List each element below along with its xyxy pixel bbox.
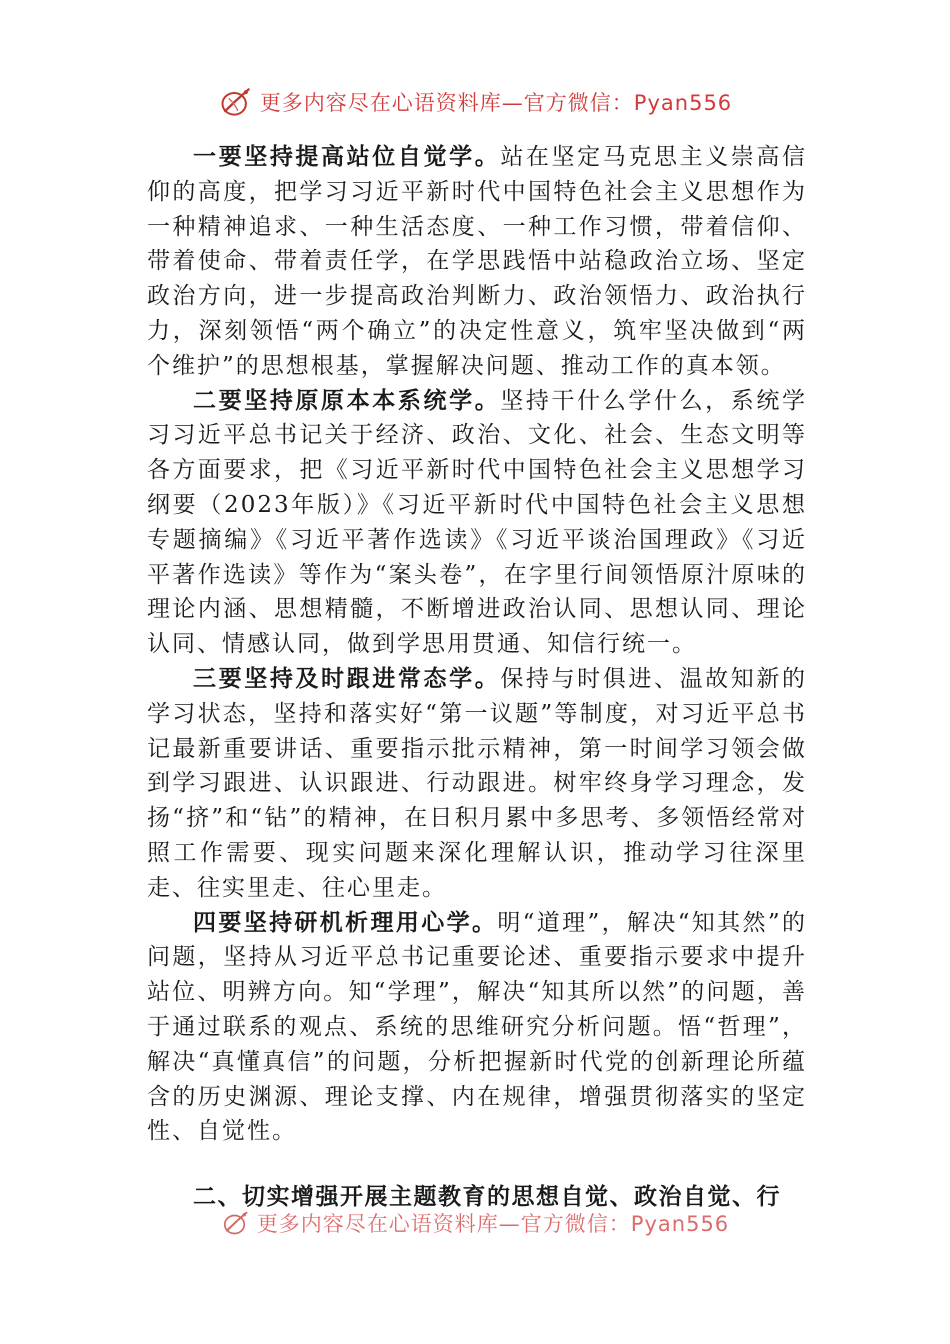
- paragraph-body: 坚持干什么学什么，系统学习习近平总书记关于经济、政治、文化、社会、生态文明等各方面要求，把《习近平新时代中国特色社会主义思想学习纲要（2023年版）》《习近平新时代中国特色社会主义思想专题摘编》《习近平著作选读》《习近平谈治国理政》《习近平著作选读》等作为“案头卷”，在字里行间领悟原汁原味的理论内涵、思想精髓，不断增进政治认同、思想认同、理论认同、情感认同，做到学思用贯通、知信行统一。: [147, 387, 808, 658]
- pen-logo-icon: [218, 84, 254, 120]
- watermark-text: 更多内容尽在心语资料库—官方微信：Pyan556: [256, 1212, 730, 1236]
- paragraph-body: 明“道理”，解决“知其然”的问题，坚持从习近平总书记重要论述、重要指示要求中提升站位、明辨方向。知“学理”，解决“知其所以然”的问题，善于通过联系的观点、系统的思维研究分析问题。悟“哲理”，解决“真懂真信”的问题，分析把握新时代党的创新理论所蕴含的历史渊源、理论支撑、内在规律，增强贯彻落实的坚定性、自觉性。: [147, 909, 808, 1145]
- paragraph-3: [147, 662, 807, 906]
- paragraph-lead: 三要坚持及时跟进常态学。: [193, 664, 501, 692]
- document-body: [147, 140, 807, 1149]
- pen-logo-icon: [221, 1212, 251, 1238]
- paragraph-lead: 四要坚持研机析理用心学。: [193, 908, 498, 936]
- paragraph-body: 保持与时俱进、温故知新的学习状态，坚持和落实好“第一议题”等制度，对习近平总书记最新重要讲话、重要指示批示精神，第一时间学习领会做到学习跟进、认识跟进、行动跟进。树牢终身学习理念，发扬“挤”和“钻”的精神，在日积月累中多思考、多领悟经常对照工作需要、现实问题来深化理解认识，推动学习往深里走、往实里走、往心里走。: [147, 665, 808, 901]
- paragraph-2: [147, 384, 807, 662]
- paragraph-lead: 二要坚持原原本本系统学。: [193, 386, 501, 414]
- paragraph-body: 站在坚定马克思主义崇高信仰的高度，把学习习近平新时代中国特色社会主义思想作为一种精神追求、一种生活态度、一种工作习惯，带着信仰、带着使命、带着责任学，在学思践悟中站稳政治立场、坚定政治方向，进一步提高政治判断力、政治领悟力、政治执行力，深刻领悟“两个确立”的决定性意义，筑牢坚决做到“两个维护”的思想根基，掌握解决问题、推动工作的真本领。: [147, 144, 808, 379]
- paragraph-1: [147, 140, 807, 384]
- watermark-footer: [0, 1212, 950, 1238]
- paragraph-4: [147, 906, 807, 1150]
- paragraph-lead: 一要坚持提高站位自觉学。: [193, 143, 501, 170]
- watermark-header: [0, 84, 950, 120]
- watermark-text: 更多内容尽在心语资料库—官方微信：Pyan556: [259, 91, 733, 115]
- section-heading: 二、切实增强开展主题教育的思想自觉、政治自觉、行: [193, 1184, 781, 1210]
